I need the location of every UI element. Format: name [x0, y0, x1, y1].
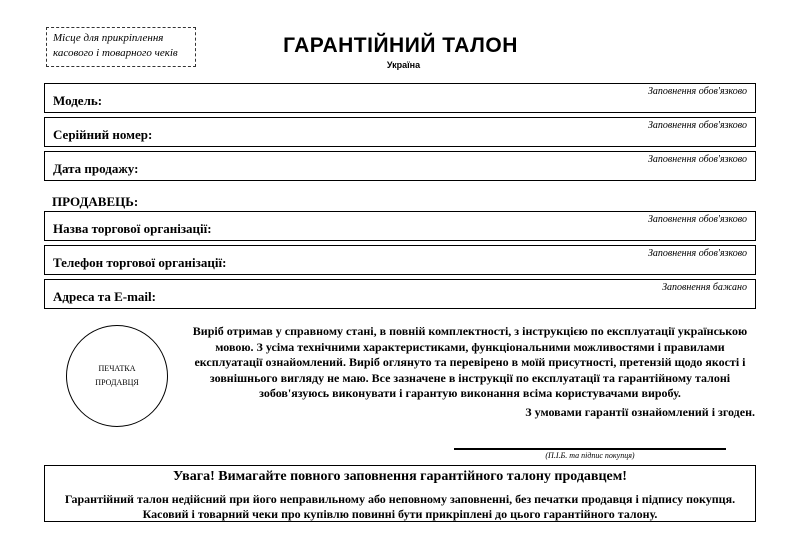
address-email-label: Адреса та E-mail:: [53, 289, 156, 304]
agreement-text: З умовами гарантії ознайомлений і згоден.: [525, 405, 755, 419]
organization-phone-note: Заповнення обов'язково: [647, 248, 747, 259]
signature-line[interactable]: [454, 448, 726, 450]
sale-date-note: Заповнення обов'язково: [647, 154, 747, 165]
seller-stamp-area: [66, 325, 168, 427]
address-email-note: Заповнення бажано: [662, 282, 747, 293]
sale-date-label: Дата продажу:: [53, 161, 139, 176]
receipt-place-line-1: Місце для прикріплення: [53, 32, 164, 44]
receipt-place-line-2: касового і товарного чеків: [53, 47, 178, 59]
warning-notice: [44, 465, 756, 522]
organization-name-label: Назва торгової організації:: [53, 221, 212, 236]
organization-phone-field[interactable]: [44, 245, 756, 275]
notice-body: Гарантійний талон недійсний при його неправильному або неповному заповненні, без печатки продавця і підпису покупця. Касовий і товарний чеки про купівлю повинні бути прикріплені до цього гарантійного талону.: [64, 492, 736, 521]
serial-number-label: Серійний номер:: [53, 127, 153, 142]
stamp-label: ПЕЧАТКА ПРОДАВЦЯ: [95, 364, 139, 387]
page-title: ГАРАНТІЙНИЙ ТАЛОН: [283, 34, 518, 57]
model-label: Модель:: [53, 93, 103, 108]
organization-phone-label: Телефон торгової організації:: [53, 255, 227, 270]
model-note: Заповнення обов'язково: [647, 86, 747, 97]
buyer-statement: Виріб отримав у справному стані, в повній комплектності, з інструкцією по експлуатації українською мовою. З усіма технічними характеристиками, функціональними можливостями і правилами експлуатації ознайомлений. Виріб оглянуто та перевірено в моїй присутності, претензій щодо якості і зовнішнього вигляду не маю. Все зазначене в інструкції по експлуатації та гарантійному талоні зобов'язуюсь виконувати і гарантую виконання всіма користувачами виробу.: [192, 324, 748, 400]
country-label: Україна: [386, 60, 421, 70]
organization-name-note: Заповнення обов'язково: [647, 214, 747, 225]
organization-name-field[interactable]: [44, 211, 756, 241]
sale-date-field[interactable]: [44, 151, 756, 181]
address-email-field[interactable]: [44, 279, 756, 309]
signature-caption: (П.І.Б. та підпис покупця): [545, 451, 635, 460]
serial-number-note: Заповнення обов'язково: [647, 120, 747, 131]
model-field[interactable]: [44, 83, 756, 113]
seller-heading: ПРОДАВЕЦЬ:: [52, 194, 139, 209]
notice-title: Увага! Вимагайте повного заповнення гарантійного талону продавцем!: [173, 469, 627, 484]
serial-number-field[interactable]: [44, 117, 756, 147]
